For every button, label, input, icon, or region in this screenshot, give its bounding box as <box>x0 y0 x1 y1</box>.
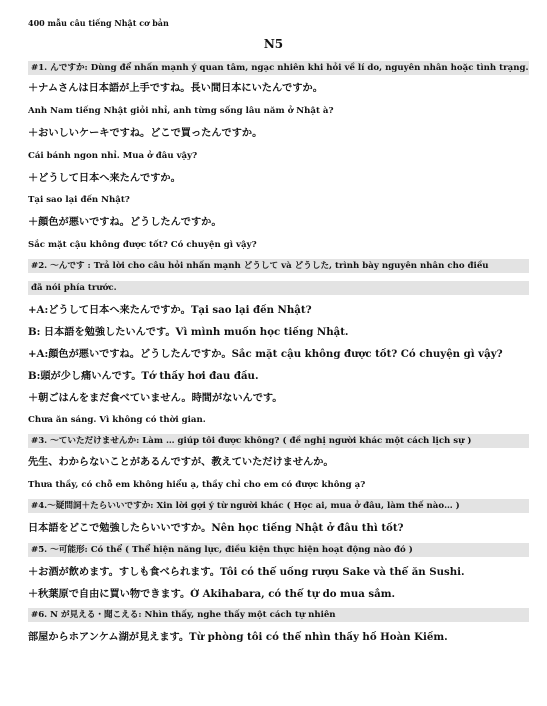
example-jp: 日本語をどこで勉強したらいいですか。Nên học tiếng Nhật ở đâu thì tốt? <box>28 522 404 534</box>
example-vi: Thưa thầy, có chỗ em không hiểu ạ, thầy chỉ cho em có được không ạ? <box>28 480 366 490</box>
section-heading-3: #3. ～ていただけませんか: Làm … giúp tôi được không? ( đề nghị người khác một cách lịch sự ) <box>28 434 529 448</box>
section-heading-2-cont: đã nói phía trước. <box>28 281 529 295</box>
section-heading-5: #5. ～可能形: Có thể ( Thể hiện năng lực, điều kiện thực hiện hoạt động nào đó ) <box>28 543 529 557</box>
example-vi: Tại sao lại đến Nhật? <box>28 195 130 205</box>
example-jp: ＋おいしいケーキですね。どこで買ったんですか。 <box>28 127 263 139</box>
example-jp: B: 日本語を勉強したいんです。Vì mình muốn học tiếng Nhật. <box>28 326 349 338</box>
section-heading-4: #4.～疑問詞＋たらいいですか: Xin lời gợi ý từ người khác ( Học ai, mua ở đâu, làm thế nào… ) <box>28 499 529 513</box>
section-heading-6: #6. N が見える・聞こえる: Nhìn thấy, nghe thấy một cách tự nhiên <box>28 608 529 622</box>
example-jp: 部屋からホアンケム湖が見えます。Từ phòng tôi có thể nhìn thấy hồ Hoàn Kiếm. <box>28 631 448 643</box>
example-jp: ＋ナムさんは日本語が上手ですね。長い間日本にいたんですか。 <box>28 82 323 94</box>
example-jp: ＋顔色が悪いですね。どうしたんですか。 <box>28 216 222 228</box>
level-heading: N5 <box>263 37 284 51</box>
example-vi: Chưa ăn sáng. Vì không có thời gian. <box>28 415 206 425</box>
example-jp: +A:どうして日本へ来たんですか。Tại sao lại đến Nhật? <box>28 304 312 316</box>
section-heading-1: #1. んですか: Dùng để nhấn mạnh ý quan tâm, ngạc nhiên khi hỏi về lí do, nguyên nhân hoặc tình trạng. <box>28 61 529 75</box>
example-jp: ＋お酒が飲めます。すしも食べられます。Tôi có thể uống rượu Sake và thể ăn Sushi. <box>28 566 465 578</box>
section-heading-2: #2. ～んです : Trả lời cho câu hỏi nhấn mạnh どうして và どうした, trình bày nguyên nhân cho điều <box>28 259 529 273</box>
example-jp: +A:顔色が悪いですね。どうしたんですか。Sắc mặt cậu không được tốt? Có chuyện gì vậy? <box>28 348 503 360</box>
document-title: 400 mẫu câu tiếng Nhật cơ bản <box>28 18 169 28</box>
example-jp: B:頭が少し痛いんです。Tớ thấy hơi đau đầu. <box>28 370 259 382</box>
example-vi: Cái bánh ngon nhỉ. Mua ở đâu vậy? <box>28 151 198 161</box>
example-jp: ＋秋葉原で自由に買い物できます。Ở Akihabara, có thể tự do mua sắm. <box>28 588 396 600</box>
example-vi: Sắc mặt cậu không được tốt? Có chuyện gì vậy? <box>28 240 257 250</box>
example-jp: ＋朝ごはんをまだ食べていません。時間がないんです。 <box>28 392 283 404</box>
example-vi: Anh Nam tiếng Nhật giỏi nhỉ, anh từng sống lâu năm ở Nhật à? <box>28 106 334 116</box>
example-jp: 先生、わからないことがあるんですが、教えていただけませんか。 <box>28 456 334 468</box>
example-jp: ＋どうして日本へ来たんですか。 <box>28 172 181 184</box>
